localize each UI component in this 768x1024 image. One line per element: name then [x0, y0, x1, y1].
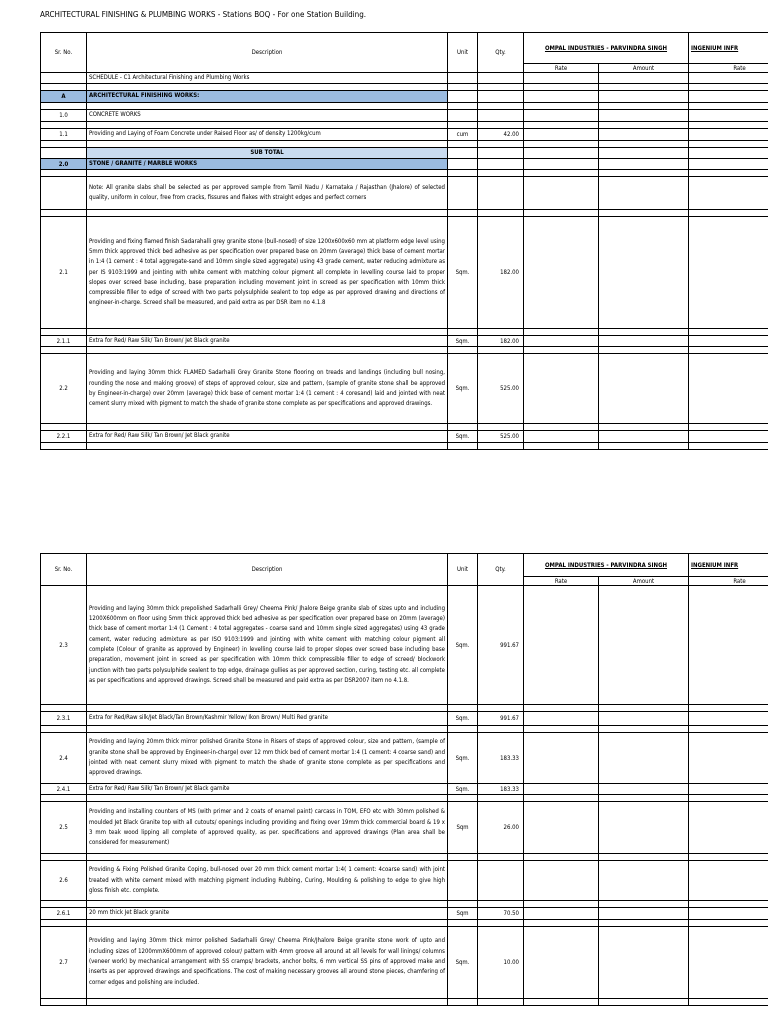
header-rate: Rate	[524, 577, 599, 586]
header-unit: Unit	[448, 33, 478, 73]
row-qty: 182.00	[478, 336, 524, 347]
table-row	[41, 802, 768, 854]
boq-table	[40, 553, 768, 1006]
row-description: Providing and laying 30mm thick mirror polished Sadarhalli Grey/ Cheema Pink/Jhalore Beige granite stone work of upto and including sizes of 1200mmX600mm of approved colour/ pattern with 4mm groove all around at all levels for wall linings/ columns (veneer work) by mechanical arrangement with SS cramps/ brackets, anchor bolts, 6 mm vertical SS pins of approved make and inserts as per approved drawings and specifications. The cost of making necessary grooves all around stone pieces, chamfering of corner edges and polishing are included.	[87, 926, 448, 998]
header-qty: Qty.	[478, 33, 524, 73]
header-sr-no: Sr. No.	[41, 33, 87, 73]
row-sr: 2.1.1	[41, 336, 87, 347]
table-row	[41, 586, 768, 705]
header-firm-1: OMPAL INDUSTRIES - PARVINDRA SINGH	[524, 554, 689, 577]
header-qty: Qty.	[478, 554, 524, 586]
row-sr: 2.4.1	[41, 784, 87, 795]
subtotal-label: SUB TOTAL	[87, 147, 448, 158]
row-unit: Sqm.	[448, 431, 478, 442]
table-row	[41, 854, 768, 861]
row-sr: 2.2	[41, 354, 87, 424]
row-qty: 183.33	[478, 733, 524, 784]
header-description: Description	[87, 554, 448, 586]
row-qty: 42.00	[478, 128, 524, 140]
section-title: ARCHITECTURAL FINISHING WORKS:	[87, 91, 448, 102]
schedule-title: SCHEDULE - C1 Architectural Finishing and Plumbing Works	[87, 73, 448, 84]
row-unit: Sqm.	[448, 784, 478, 795]
row-unit: Sqm	[448, 802, 478, 854]
section-sr: 2.0	[41, 158, 87, 169]
row-description: CONCRETE WORKS	[87, 109, 448, 121]
header-firm-2: INGENIUM INFR	[689, 33, 768, 64]
table-row	[41, 140, 768, 147]
row-unit: Sqm	[448, 908, 478, 919]
row-sr: 1.0	[41, 109, 87, 121]
row-qty: 183.33	[478, 784, 524, 795]
row-qty: 70.50	[478, 908, 524, 919]
table-row	[41, 861, 768, 901]
row-description: Extra for Red/ Raw Silk/ Tan Brown/ Jet Black granite	[87, 431, 448, 442]
boq-table	[40, 32, 768, 450]
row-description: Extra for Red/ Raw Silk/ Tan Brown/ Jet Black garnite	[87, 784, 448, 795]
row-unit: cum	[448, 128, 478, 140]
table-row	[41, 733, 768, 784]
row-qty: 525.00	[478, 354, 524, 424]
row-qty: 525.00	[478, 431, 524, 442]
table-row	[41, 170, 768, 177]
table-row	[41, 210, 768, 217]
row-description: Providing and laying 30mm thick prepolished Sadarhalli Grey/ Cheema Pink/ Jhalore Beige granite slab of sizes upto and including 1200X600mm on floor using 5mm thick approved thick bed adhesive as per specification over prepared base on 20mm (average) thick base of cement mortar 1:4 (1 Cement : 4 total aggregates - coarse sand and 10mm single sized aggregates) using 43 grade cement, water reducing admixture as per ISO 9103:1999 and jointing with white cement with matching colour pigment all complete (Colour of granite as approved by Engineer) in levelling course laid to proper slopes over screed base including base preparation, movement joint in screed as per specification with 10mm thick compressible filler to edge of screed/ blockwork junction with two parts polysulphide sealent to top edge, drainage gullies as per approved section, curing, testing etc. all complete as per specifications and approved drawings. Screed shall be measured and paid extra as per DSR2007 item no 4.1.8.	[87, 586, 448, 705]
row-unit: Sqm.	[448, 336, 478, 347]
row-unit: Sqm.	[448, 586, 478, 705]
section-title: STONE / GRANITE / MARBLE WORKS	[87, 158, 448, 169]
table-row	[41, 712, 768, 726]
table-row	[41, 121, 768, 128]
boq-sheet-1	[40, 32, 768, 450]
header-rate-2: Rate	[689, 577, 768, 586]
row-qty: 991.67	[478, 586, 524, 705]
table-row	[41, 177, 768, 210]
header-sr-no: Sr. No.	[41, 554, 87, 586]
table-row	[41, 354, 768, 424]
row-description: Providing & Fixing Polished Granite Coping, bull-nosed over 20 mm thick cement mortar 1:4( 1 cement: 4coarse sand) with joint treated with white cement mixed with matching pigment including Rubbing, Curing, Moulding & polishing to edge to give high gloss finish etc. complete.	[87, 861, 448, 901]
row-unit: Sqm.	[448, 354, 478, 424]
table-row	[41, 347, 768, 354]
row-description: Providing and installing counters of MS (with primer and 2 coats of enamel paint) carcass in TOM, EFO etc with 30mm polished & moulded Jet Black Granite top with all cutouts/ openings including providing and fixing over 19mm thick commercial board & 19 x 3 mm teak wood lipping all complete of approved quality, as per. specifications and approved drawings (Plan area shall be considered for measurement)	[87, 802, 448, 854]
table-row	[41, 91, 768, 102]
table-row	[41, 998, 768, 1005]
header-firm-2: INGENIUM INFR	[689, 554, 768, 577]
table-row	[41, 84, 768, 91]
table-row	[41, 158, 768, 169]
row-unit: Sqm.	[448, 217, 478, 329]
header-unit: Unit	[448, 554, 478, 586]
section-sr: A	[41, 91, 87, 102]
row-unit: Sqm.	[448, 926, 478, 998]
table-row	[41, 726, 768, 733]
row-unit: Sqm.	[448, 712, 478, 726]
table-row	[41, 102, 768, 109]
header-rate: Rate	[524, 64, 599, 73]
row-sr: 2.5	[41, 802, 87, 854]
header-description: Description	[87, 33, 448, 73]
table-row	[41, 73, 768, 84]
boq-sheet-2	[40, 553, 768, 1006]
table-row	[41, 431, 768, 442]
table-row	[41, 705, 768, 712]
row-sr: 2.7	[41, 926, 87, 998]
table-row	[41, 424, 768, 431]
note-text: Note: All granite slabs shall be selected as per approved sample from Tamil Nadu / Karnataka / Rajasthan (Jhalore) of selected quality, uniform in colour, free from cracks, fissures and flakes with straight edges and perfect corners	[87, 177, 448, 210]
table-header-row	[41, 33, 768, 64]
row-sr: 2.4	[41, 733, 87, 784]
row-description: Providing and fixing flamed finish Sadarahalli grey granite stone (bull-nosed) of size 1200x600x60 mm at platform edge level using 5mm thick approved thick bed adhesive as per specification over prepared base on 20mm (average) thick base of cement mortar in 1:4 (1 cement : 4 total aggregate-sand and 10mm single sized aggregate) using 43 grade cement, water reducing admixture as per IS 9103:1999 and jointing with white cement with matching colour pigment all complete in levelling course laid to proper slopes over screed base including, base preparation including movement joint in screed as per specification with 10mm thick compressible filler to edge of screed with two parts polysulphide sealent to top edge as per approved drawing and directions of engineer-in-charge. Screed shall be measured, and paid extra as per DSR item no 4.1.8	[87, 217, 448, 329]
row-qty: 991.67	[478, 712, 524, 726]
header-amount: Amount	[599, 577, 689, 586]
table-row	[41, 217, 768, 329]
table-row	[41, 128, 768, 140]
row-description: Extra for Red/ Raw Silk/ Tan Brown/ Jet Black granite	[87, 336, 448, 347]
row-description: Extra for Red/Raw silk/Jet Black/Tan Brown/Kashmir Yellow/ Ikon Brown/ Multi Red granite	[87, 712, 448, 726]
table-row	[41, 784, 768, 795]
table-row	[41, 908, 768, 919]
table-row	[41, 109, 768, 121]
row-sr: 2.6	[41, 861, 87, 901]
row-sr: 2.2.1	[41, 431, 87, 442]
row-sr: 1.1	[41, 128, 87, 140]
row-sr: 2.3.1	[41, 712, 87, 726]
row-unit: Sqm.	[448, 733, 478, 784]
table-row	[41, 919, 768, 926]
table-row	[41, 442, 768, 449]
row-description: 20 mm thick Jet Black granite	[87, 908, 448, 919]
row-description: Providing and laying 20mm thick mirror polished Granite Stone in Risers of steps of approved colour, size and pattern, (sample of granite stone shall be approved by Engineer-in-charge) over 12 mm thick bed of cement mortar 1:4 (1 cement: 4 coarse sand) and jointed with neat cement slurry mixed with pigment to match the shade of granite stone complete as per specifications and approved drawings.	[87, 733, 448, 784]
row-sr: 2.6.1	[41, 908, 87, 919]
row-description: Providing and Laying of Foam Concrete under Raised Floor as/ of density 1200kg/cum	[87, 128, 448, 140]
table-row	[41, 329, 768, 336]
row-qty: 10.00	[478, 926, 524, 998]
table-header-row	[41, 554, 768, 577]
table-row	[41, 901, 768, 908]
header-firm-1: OMPAL INDUSTRIES - PARVINDRA SINGH	[524, 33, 689, 64]
row-description: Providing and laying 30mm thick FLAMED Sadarhalli Grey Granite Stone flooring on treads and landings (including bull nosing, rounding the nose and making groove) of steps of approved colour, size and pattern, (sample of granite stone shall be approved by Engineer-in-charge) over 20mm (average) thick base of cement mortar 1:4 (1 cement : 4 coresand) laid and jointed with neat cement slurry mixed with pigment to match the shade of granite stone complete as per specifications and approved drawings.	[87, 354, 448, 424]
subtotal-row	[41, 147, 768, 158]
row-sr: 2.1	[41, 217, 87, 329]
row-qty: 182.00	[478, 217, 524, 329]
table-row	[41, 795, 768, 802]
table-row	[41, 926, 768, 998]
row-qty: 26.00	[478, 802, 524, 854]
header-amount: Amount	[599, 64, 689, 73]
document-title: ARCHITECTURAL FINISHING & PLUMBING WORKS - Stations BOQ - For one Station Building.	[40, 10, 367, 19]
header-rate-2: Rate	[689, 64, 768, 73]
table-row	[41, 336, 768, 347]
row-sr: 2.3	[41, 586, 87, 705]
